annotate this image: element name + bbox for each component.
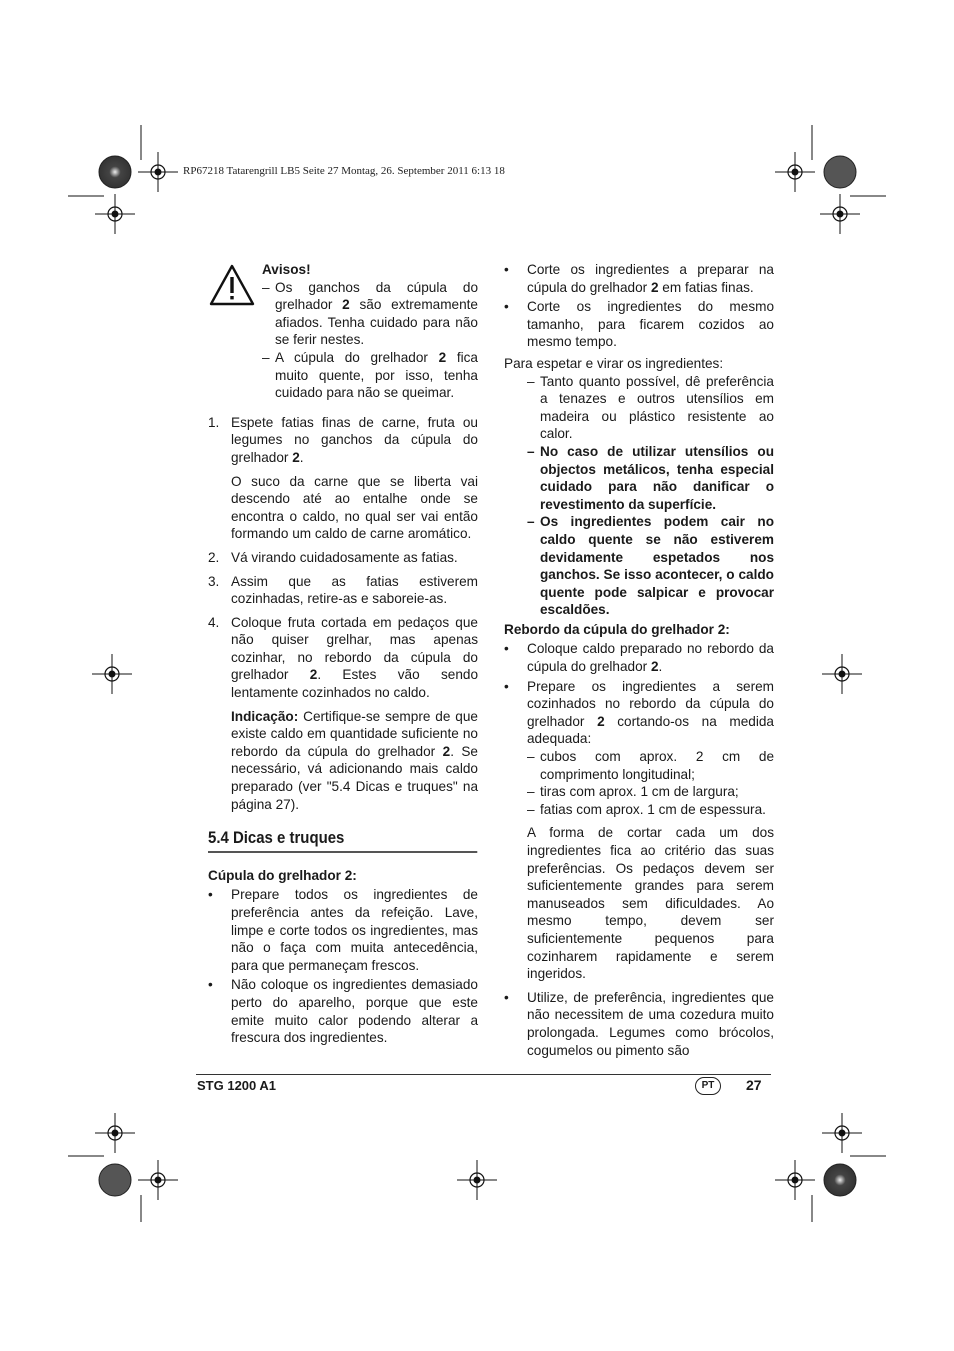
- left-column: [208, 261, 478, 1047]
- subheading-cupula: Cúpula do grelhador 2:: [208, 867, 357, 883]
- warning-triangle-icon: [208, 261, 262, 402]
- list-item: • Corte os ingredientes do mesmo tamanho, para ficarem cozidos ao mesmo tempo.: [504, 299, 774, 350]
- color-target-icon: [99, 156, 131, 188]
- list-item: – No caso de utilizar utensílios ou objectos metálicos, tenha especial cuidado para não danificar o revestimento da superfície.: [527, 443, 774, 512]
- list-item: • Não coloque os ingredientes demasiado perto do aparelho, porque que este emite muito calor podendo alterar a frescura dos ingredientes.: [208, 977, 478, 1046]
- warning-box: [208, 261, 478, 402]
- step-item: 2. Vá virando cuidadosamente as fatias.: [208, 549, 458, 565]
- list-item: – Os ingredientes podem cair no caldo quente se não estiverem devidamente espetados nos ganchos. Se isso acontecer, o caldo quente pode salpicar e provocar escaldões.: [527, 514, 774, 618]
- step-item: 4. Coloque fruta cortada em pedaços que não quiser grelhar, mas apenas cozinhar, no rebordo da cúpula do grelhador 2. Estes vão sendo lentamente cozinhados no caldo.: [208, 614, 479, 701]
- list-item: • Coloque caldo preparado no rebordo da cúpula do grelhador 2.: [504, 641, 774, 675]
- step-item: 1. Espete fatias finas de carne, fruta ou legumes no ganchos da cúpula do grelhador 2.: [208, 414, 478, 465]
- gray-target-icon: [99, 1164, 131, 1196]
- list-item: – fatias com aprox. 1 cm de espessura.: [527, 801, 766, 817]
- espetar-intro: Para espetar e virar os ingredientes:: [504, 355, 724, 371]
- footer-model: STG 1200 A1: [197, 1078, 277, 1093]
- subheading-rebordo: Rebordo da cúpula do grelhador 2:: [504, 621, 730, 637]
- step-item: 3. Assim que as fatias estiverem cozinhadas, retire-as e saboreie-as.: [208, 573, 478, 607]
- printer-slug: RP67218 Tatarengrill LB5 Seite 27 Montag, 26. September 2011 6:13 18: [183, 165, 505, 177]
- step-note: Indicação: Certifique-se sempre de que existe caldo em quantidade suficiente no rebordo da cúpula do grelhador 2. Se necessário, vá adicionando mais caldo preparado (ver "5.4 Dicas e truques" na página 27).: [231, 708, 478, 812]
- warning-item: – Os ganchos da cúpula do grelhador 2 são extremamente afiados. Tenha cuidado para não se ferir nestes.: [262, 279, 478, 348]
- list-item: – Tanto quanto possível, dê preferência a tenazes e outros utensílios em madeira ou plástico resistente ao calor.: [527, 373, 774, 442]
- warning-title: Avisos!: [262, 262, 311, 277]
- gray-target-icon: [824, 156, 856, 188]
- language-badge: PT: [695, 1077, 721, 1095]
- list-item: • Prepare todos os ingredientes de preferência antes da refeição. Lave, limpe e corte todos os ingredientes, mas não o faça com muita antecedência, para que permaneçam frescos.: [208, 887, 478, 973]
- footer-rule: [196, 1074, 771, 1075]
- list-item: – cubos com aprox. 2 cm de comprimento longitudinal;: [527, 749, 774, 782]
- rebordo-note: A forma de cortar cada um dos ingredientes fica ao critério das suas preferências. Os pedaços devem ser suficientemente grandes para serem manuseados sem dificuldades. Ao mesmo tempo, devem ser suficientemente pequenos para cozinharem rapidamente e serem ingeridos.: [527, 825, 774, 982]
- page-number: 27: [746, 1077, 762, 1093]
- list-item: • Prepare os ingredientes a serem cozinhados no rebordo da cúpula do grelhador 2 cortando-os na medida adequada:: [504, 678, 774, 747]
- step-note: O suco da carne que se liberta vai descendo até ao entalhe onde se encontra o caldo, no qual ser vai então formando um caldo de carne aromático.: [231, 473, 478, 542]
- warning-item: – A cúpula do grelhador 2 fica muito quente, por isso, tenha cuidado para não se queimar.: [262, 349, 478, 401]
- list-item: – tiras com aprox. 1 cm de largura;: [527, 784, 739, 800]
- right-column: [504, 261, 774, 1059]
- section-title: 5.4 Dicas e truques: [208, 829, 477, 853]
- list-item: • Corte os ingredientes a preparar na cúpula do grelhador 2 em fatias finas.: [504, 262, 774, 295]
- color-target-icon: [824, 1164, 856, 1196]
- list-item: • Utilize, de preferência, ingredientes que não necessitem de uma cozedura muito prolongada. Legumes como brócolos, cogumelos ou pimento são: [504, 989, 774, 1058]
